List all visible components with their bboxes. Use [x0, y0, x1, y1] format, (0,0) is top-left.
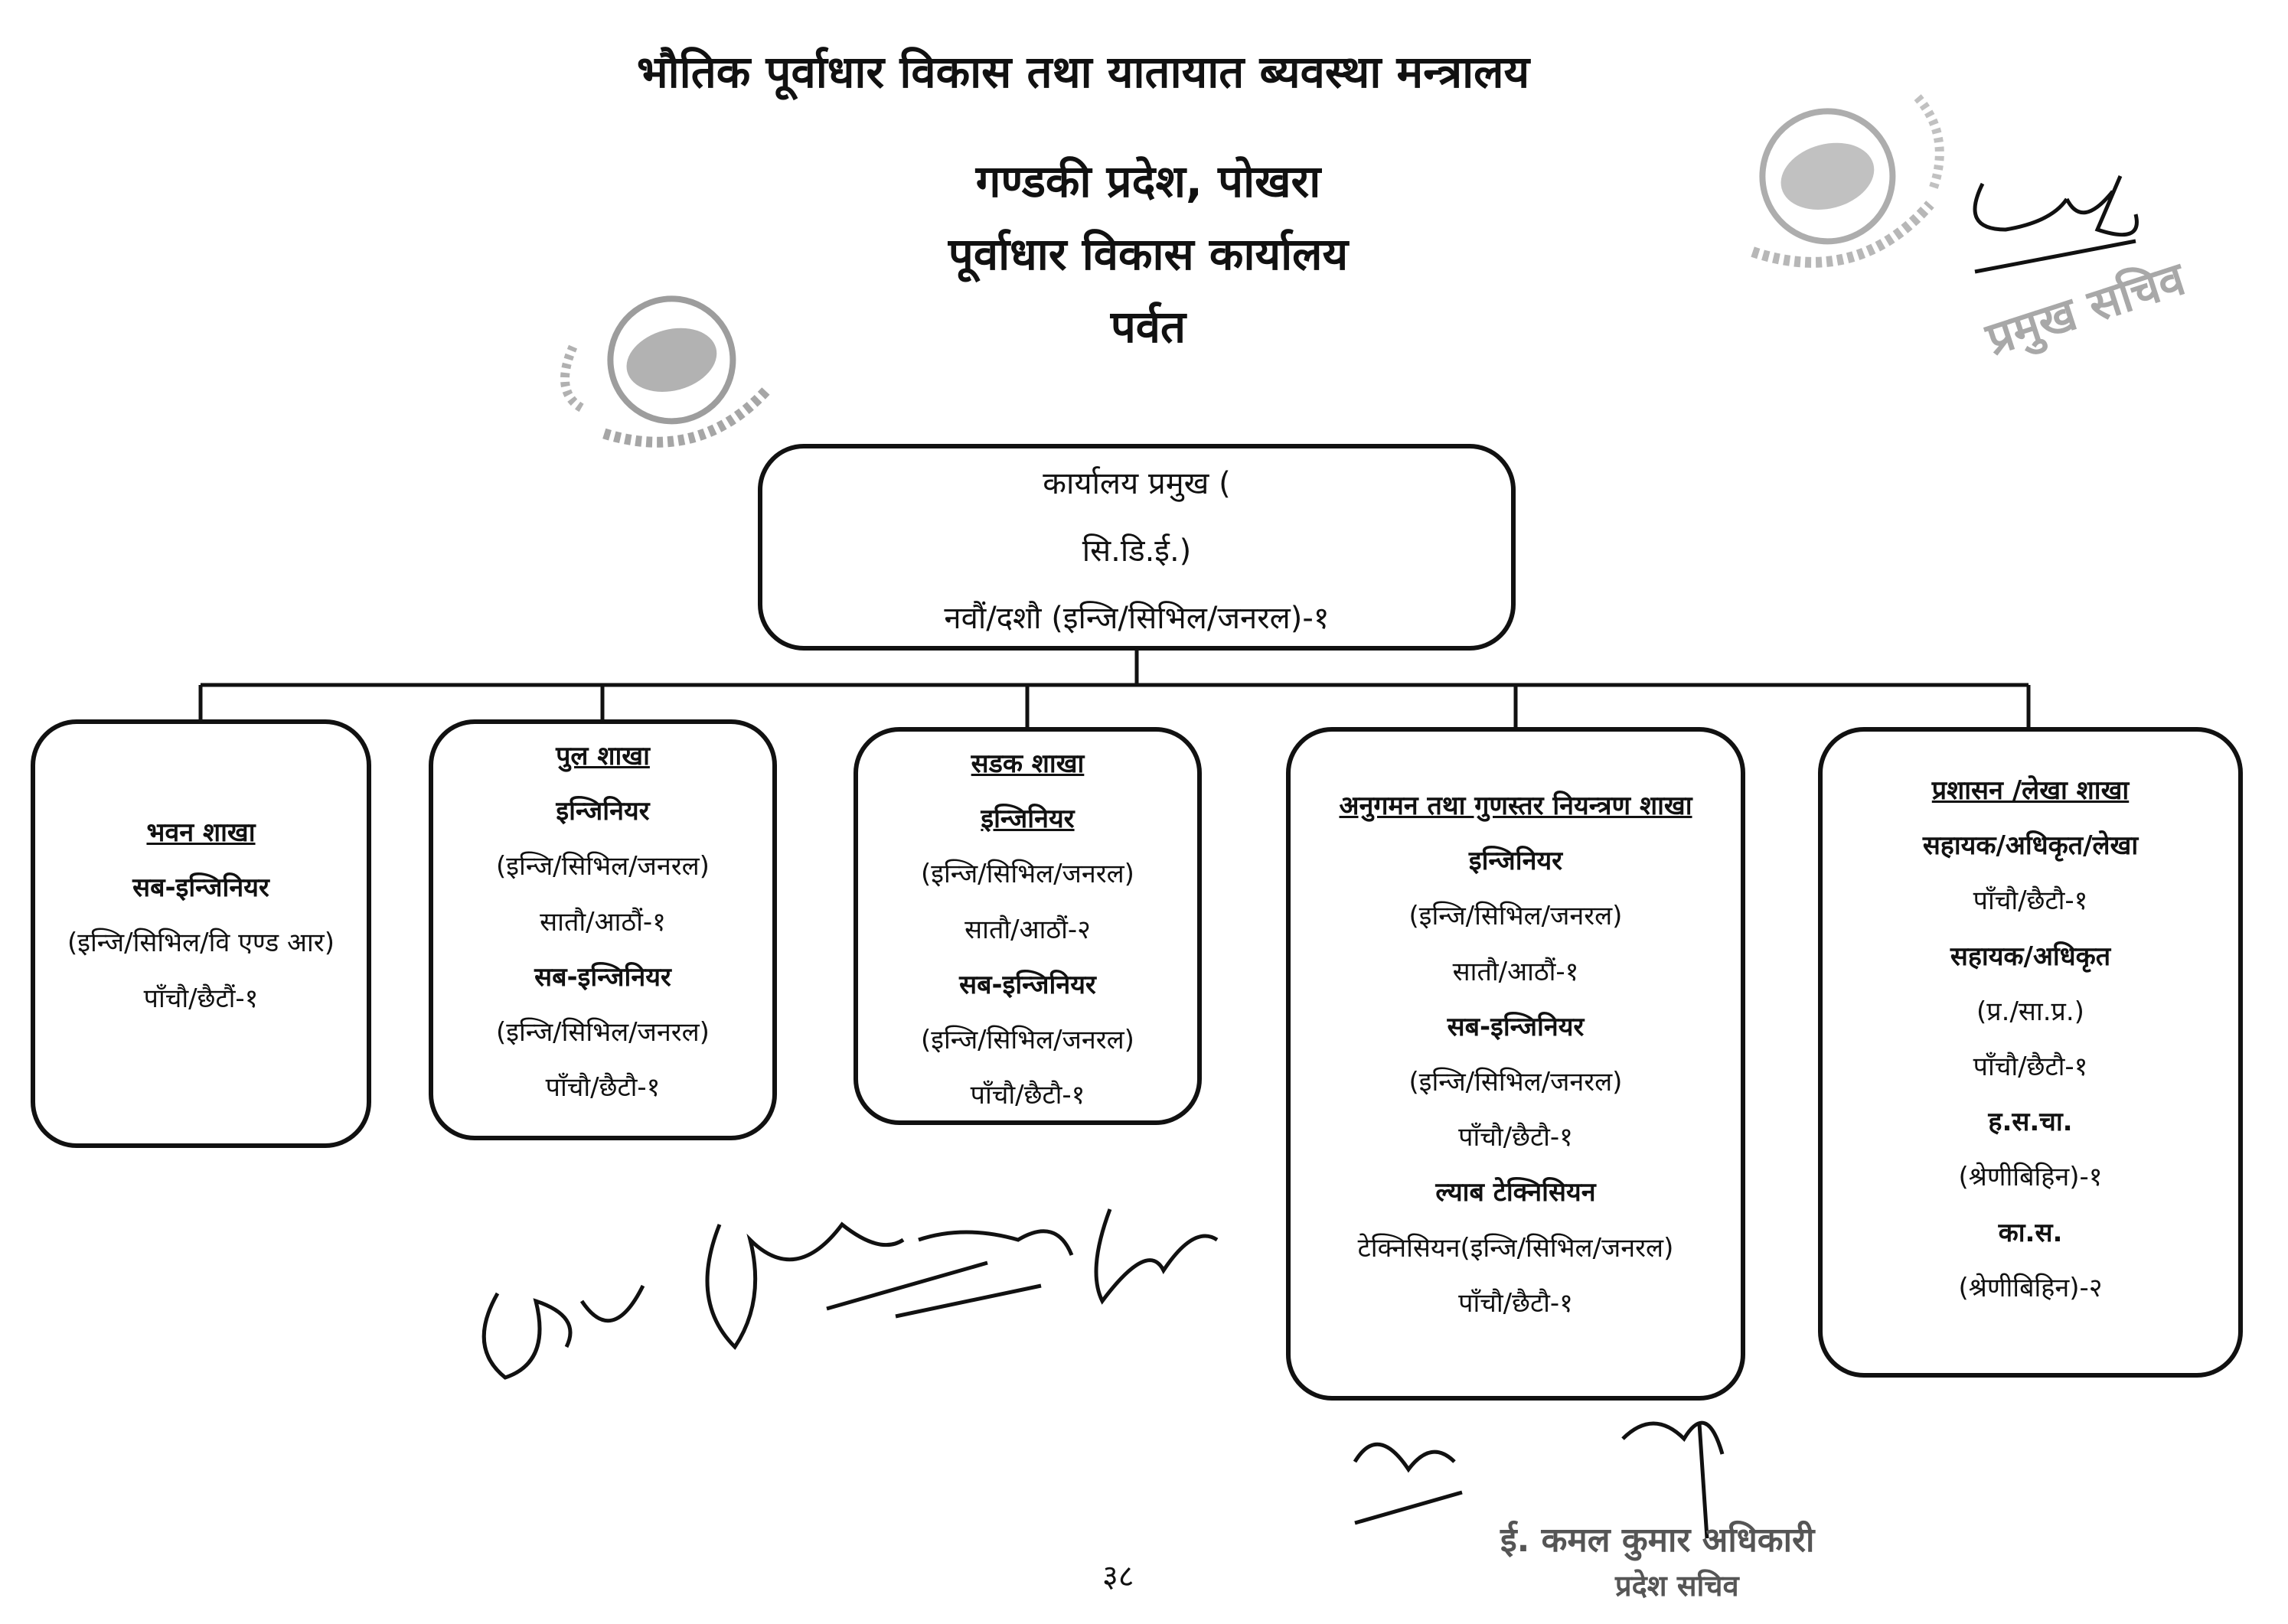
pul-branch-box: [429, 719, 777, 1140]
province-title: गण्डकी प्रदेश, पोखरा: [975, 155, 1321, 207]
sadak-post-2: सब-इन्जिनियर: [959, 969, 1096, 1000]
pul-post-2-service: (इन्जि/सिभिल/जनरल): [496, 1016, 710, 1048]
prashasan-branch-box: [1818, 727, 2243, 1378]
bhawan-post-1-service: (इन्जि/सिभिल/वि एण्ड आर): [67, 928, 335, 959]
secretary-title-stamp: प्रदेश सचिव: [1615, 1569, 1739, 1603]
ministry-title: भौतिक पूर्वाधार विकास तथा यातायात ब्यवस्था मन्त्रालय: [636, 46, 1530, 98]
anugaman-post-1: इन्जिनियर: [1468, 846, 1563, 877]
prashasan-post-4-level: (श्रेणीबिहिन)-२: [1958, 1272, 2103, 1303]
bhawan-post-1-level: पाँचौ/छैटौं-१: [143, 983, 259, 1014]
chief-line-1: कार्यालय प्रमुख (: [1043, 466, 1231, 501]
sadak-post-2-level: पाँचौ/छैटौ-१: [970, 1080, 1085, 1111]
anugaman-post-1-level: सातौ/आठौं-१: [1452, 956, 1579, 987]
anugaman-post-2-service: (इन्जि/सिभिल/जनरल): [1408, 1066, 1623, 1097]
anugaman-branch-title: अनुगमन तथा गुणस्तर नियन्त्रण शाखा: [1339, 791, 1692, 821]
sadak-post-1-level: सातौ/आठौं-२: [964, 914, 1091, 945]
prashasan-post-3-level: (श्रेणीबिहिन)-१: [1958, 1162, 2103, 1193]
chief-line-3: नवौं/दशौ (इन्जि/सिभिल/जनरल)-१: [944, 601, 1330, 636]
district-title: पर्वत: [1110, 301, 1186, 353]
secretary-name-stamp: ई. कमल कुमार अधिकारी: [1500, 1521, 1815, 1560]
bhawan-branch-box: [31, 719, 371, 1148]
pul-post-2-level: पाँचौ/छैटौ-१: [545, 1072, 661, 1104]
prashasan-post-4: का.स.: [1998, 1217, 2063, 1248]
pul-post-1: इन्जिनियर: [556, 796, 650, 827]
sadak-branch-box: [854, 727, 1202, 1125]
prashasan-branch-title: प्रशासन /लेखा शाखा: [1931, 775, 2130, 806]
sadak-branch-title: सडक शाखा: [971, 748, 1085, 779]
sadak-post-1-service: (इन्जि/सिभिल/जनरल): [921, 859, 1134, 890]
anugaman-post-3: ल्याब टेक्निसियन: [1435, 1177, 1596, 1208]
anugaman-post-2-level: पाँचौ/छैटौ-१: [1458, 1122, 1573, 1153]
pul-post-1-level: सातौ/आठौं-१: [540, 906, 666, 938]
bhawan-post-1: सब-इन्जिनियर: [132, 872, 269, 904]
prashasan-post-2: सहायक/अधिकृत: [1950, 941, 2111, 972]
left-seal: [550, 279, 774, 466]
pul-branch-title: पुल शाखा: [556, 741, 650, 771]
anugaman-post-2: सब-इन्जिनियर: [1447, 1011, 1585, 1042]
prashasan-post-1: सहायक/अधिकृत/लेखा: [1922, 830, 2139, 862]
bhawan-branch-title: भवन शाखा: [146, 817, 256, 848]
anugaman-branch-box: [1286, 727, 1745, 1401]
page-number: ३८: [1102, 1559, 1134, 1594]
chief-line-2: सि.डि.ई.): [1082, 533, 1192, 569]
anugaman-post-3-level: पाँचौ/छैटौ-१: [1458, 1287, 1573, 1319]
right-seal: [1722, 83, 1963, 282]
prashasan-post-2-level: पाँचौ/छैटौ-१: [1973, 1051, 2088, 1082]
prashasan-post-1-level: पाँचौ/छैटौ-१: [1973, 885, 2088, 917]
sadak-post-2-service: (इन्जि/सिभिल/जनरल): [921, 1024, 1134, 1055]
prashasan-post-2-service: (प्र./सा.प्र.): [1976, 996, 2084, 1027]
prashasan-post-3: ह.स.चा.: [1988, 1107, 2073, 1138]
chief-secretary-stamp-label: प्रमुख सचिव: [1980, 252, 2192, 367]
pul-post-1-service: (इन्जि/सिभिल/जनरल): [496, 851, 710, 882]
sadak-post-1: इन्जिनियर: [981, 804, 1075, 835]
office-chief-box: [758, 444, 1516, 651]
anugaman-post-1-service: (इन्जि/सिभिल/जनरल): [1408, 901, 1623, 932]
office-title: पूर्वाधार विकास कार्यालय: [948, 228, 1349, 280]
pul-post-2: सब-इन्जिनियर: [534, 961, 671, 993]
anugaman-post-3-service: टेक्निसियन(इन्जि/सिभिल/जनरल): [1357, 1232, 1674, 1264]
